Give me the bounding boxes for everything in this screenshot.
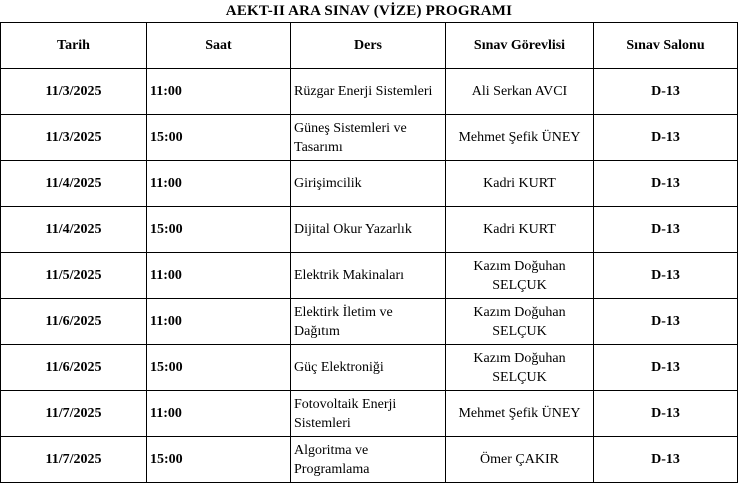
- table-header-row: [1, 23, 738, 69]
- cell-officer: Ömer ÇAKIR: [446, 437, 594, 483]
- cell-course: Fotovoltaik Enerji Sistemleri: [291, 391, 446, 437]
- cell-course: Rüzgar Enerji Sistemleri: [291, 69, 446, 115]
- cell-time: 11:00: [147, 69, 291, 115]
- cell-course: Algoritma ve Programlama: [291, 437, 446, 483]
- cell-room: D-13: [594, 115, 738, 161]
- table-row: [1, 345, 738, 391]
- cell-officer: Kazım Doğuhan SELÇUK: [446, 345, 594, 391]
- cell-date: 11/3/2025: [1, 115, 147, 161]
- cell-officer: Kazım Doğuhan SELÇUK: [446, 299, 594, 345]
- table-row: [1, 69, 738, 115]
- header-course: Ders: [291, 23, 446, 69]
- cell-officer: Ali Serkan AVCI: [446, 69, 594, 115]
- table-row: [1, 207, 738, 253]
- cell-date: 11/7/2025: [1, 437, 147, 483]
- table-row: [1, 437, 738, 483]
- cell-room: D-13: [594, 345, 738, 391]
- cell-room: D-13: [594, 437, 738, 483]
- header-time: Saat: [147, 23, 291, 69]
- cell-room: D-13: [594, 161, 738, 207]
- cell-officer: Mehmet Şefik ÜNEY: [446, 391, 594, 437]
- cell-date: 11/6/2025: [1, 299, 147, 345]
- cell-date: 11/7/2025: [1, 391, 147, 437]
- cell-course: Dijital Okur Yazarlık: [291, 207, 446, 253]
- cell-course: Elektirk İletim ve Dağıtım: [291, 299, 446, 345]
- table-row: [1, 115, 738, 161]
- page-title: AEKT-II ARA SINAV (VİZE) PROGRAMI: [225, 3, 513, 19]
- cell-course: Güç Elektroniği: [291, 345, 446, 391]
- table-row: [1, 299, 738, 345]
- cell-time: 11:00: [147, 391, 291, 437]
- cell-officer: Kadri KURT: [446, 161, 594, 207]
- header-officer: Sınav Görevlisi: [446, 23, 594, 69]
- cell-date: 11/4/2025: [1, 161, 147, 207]
- cell-time: 15:00: [147, 437, 291, 483]
- cell-course: Güneş Sistemleri ve Tasarımı: [291, 115, 446, 161]
- header-date: Tarih: [1, 23, 147, 69]
- cell-room: D-13: [594, 69, 738, 115]
- cell-room: D-13: [594, 391, 738, 437]
- cell-time: 15:00: [147, 345, 291, 391]
- table-row: [1, 253, 738, 299]
- cell-time: 15:00: [147, 207, 291, 253]
- cell-officer: Kazım Doğuhan SELÇUK: [446, 253, 594, 299]
- cell-officer: Kadri KURT: [446, 207, 594, 253]
- cell-course: Girişimcilik: [291, 161, 446, 207]
- cell-time: 11:00: [147, 253, 291, 299]
- cell-time: 15:00: [147, 115, 291, 161]
- table-row: [1, 161, 738, 207]
- table-row: [1, 391, 738, 437]
- header-room: Sınav Salonu: [594, 23, 738, 69]
- cell-room: D-13: [594, 299, 738, 345]
- cell-room: D-13: [594, 207, 738, 253]
- exam-schedule-table: [0, 22, 738, 483]
- cell-officer: Mehmet Şefik ÜNEY: [446, 115, 594, 161]
- cell-time: 11:00: [147, 299, 291, 345]
- cell-date: 11/4/2025: [1, 207, 147, 253]
- cell-room: D-13: [594, 253, 738, 299]
- cell-date: 11/5/2025: [1, 253, 147, 299]
- cell-date: 11/3/2025: [1, 69, 147, 115]
- cell-time: 11:00: [147, 161, 291, 207]
- cell-course: Elektrik Makinaları: [291, 253, 446, 299]
- cell-date: 11/6/2025: [1, 345, 147, 391]
